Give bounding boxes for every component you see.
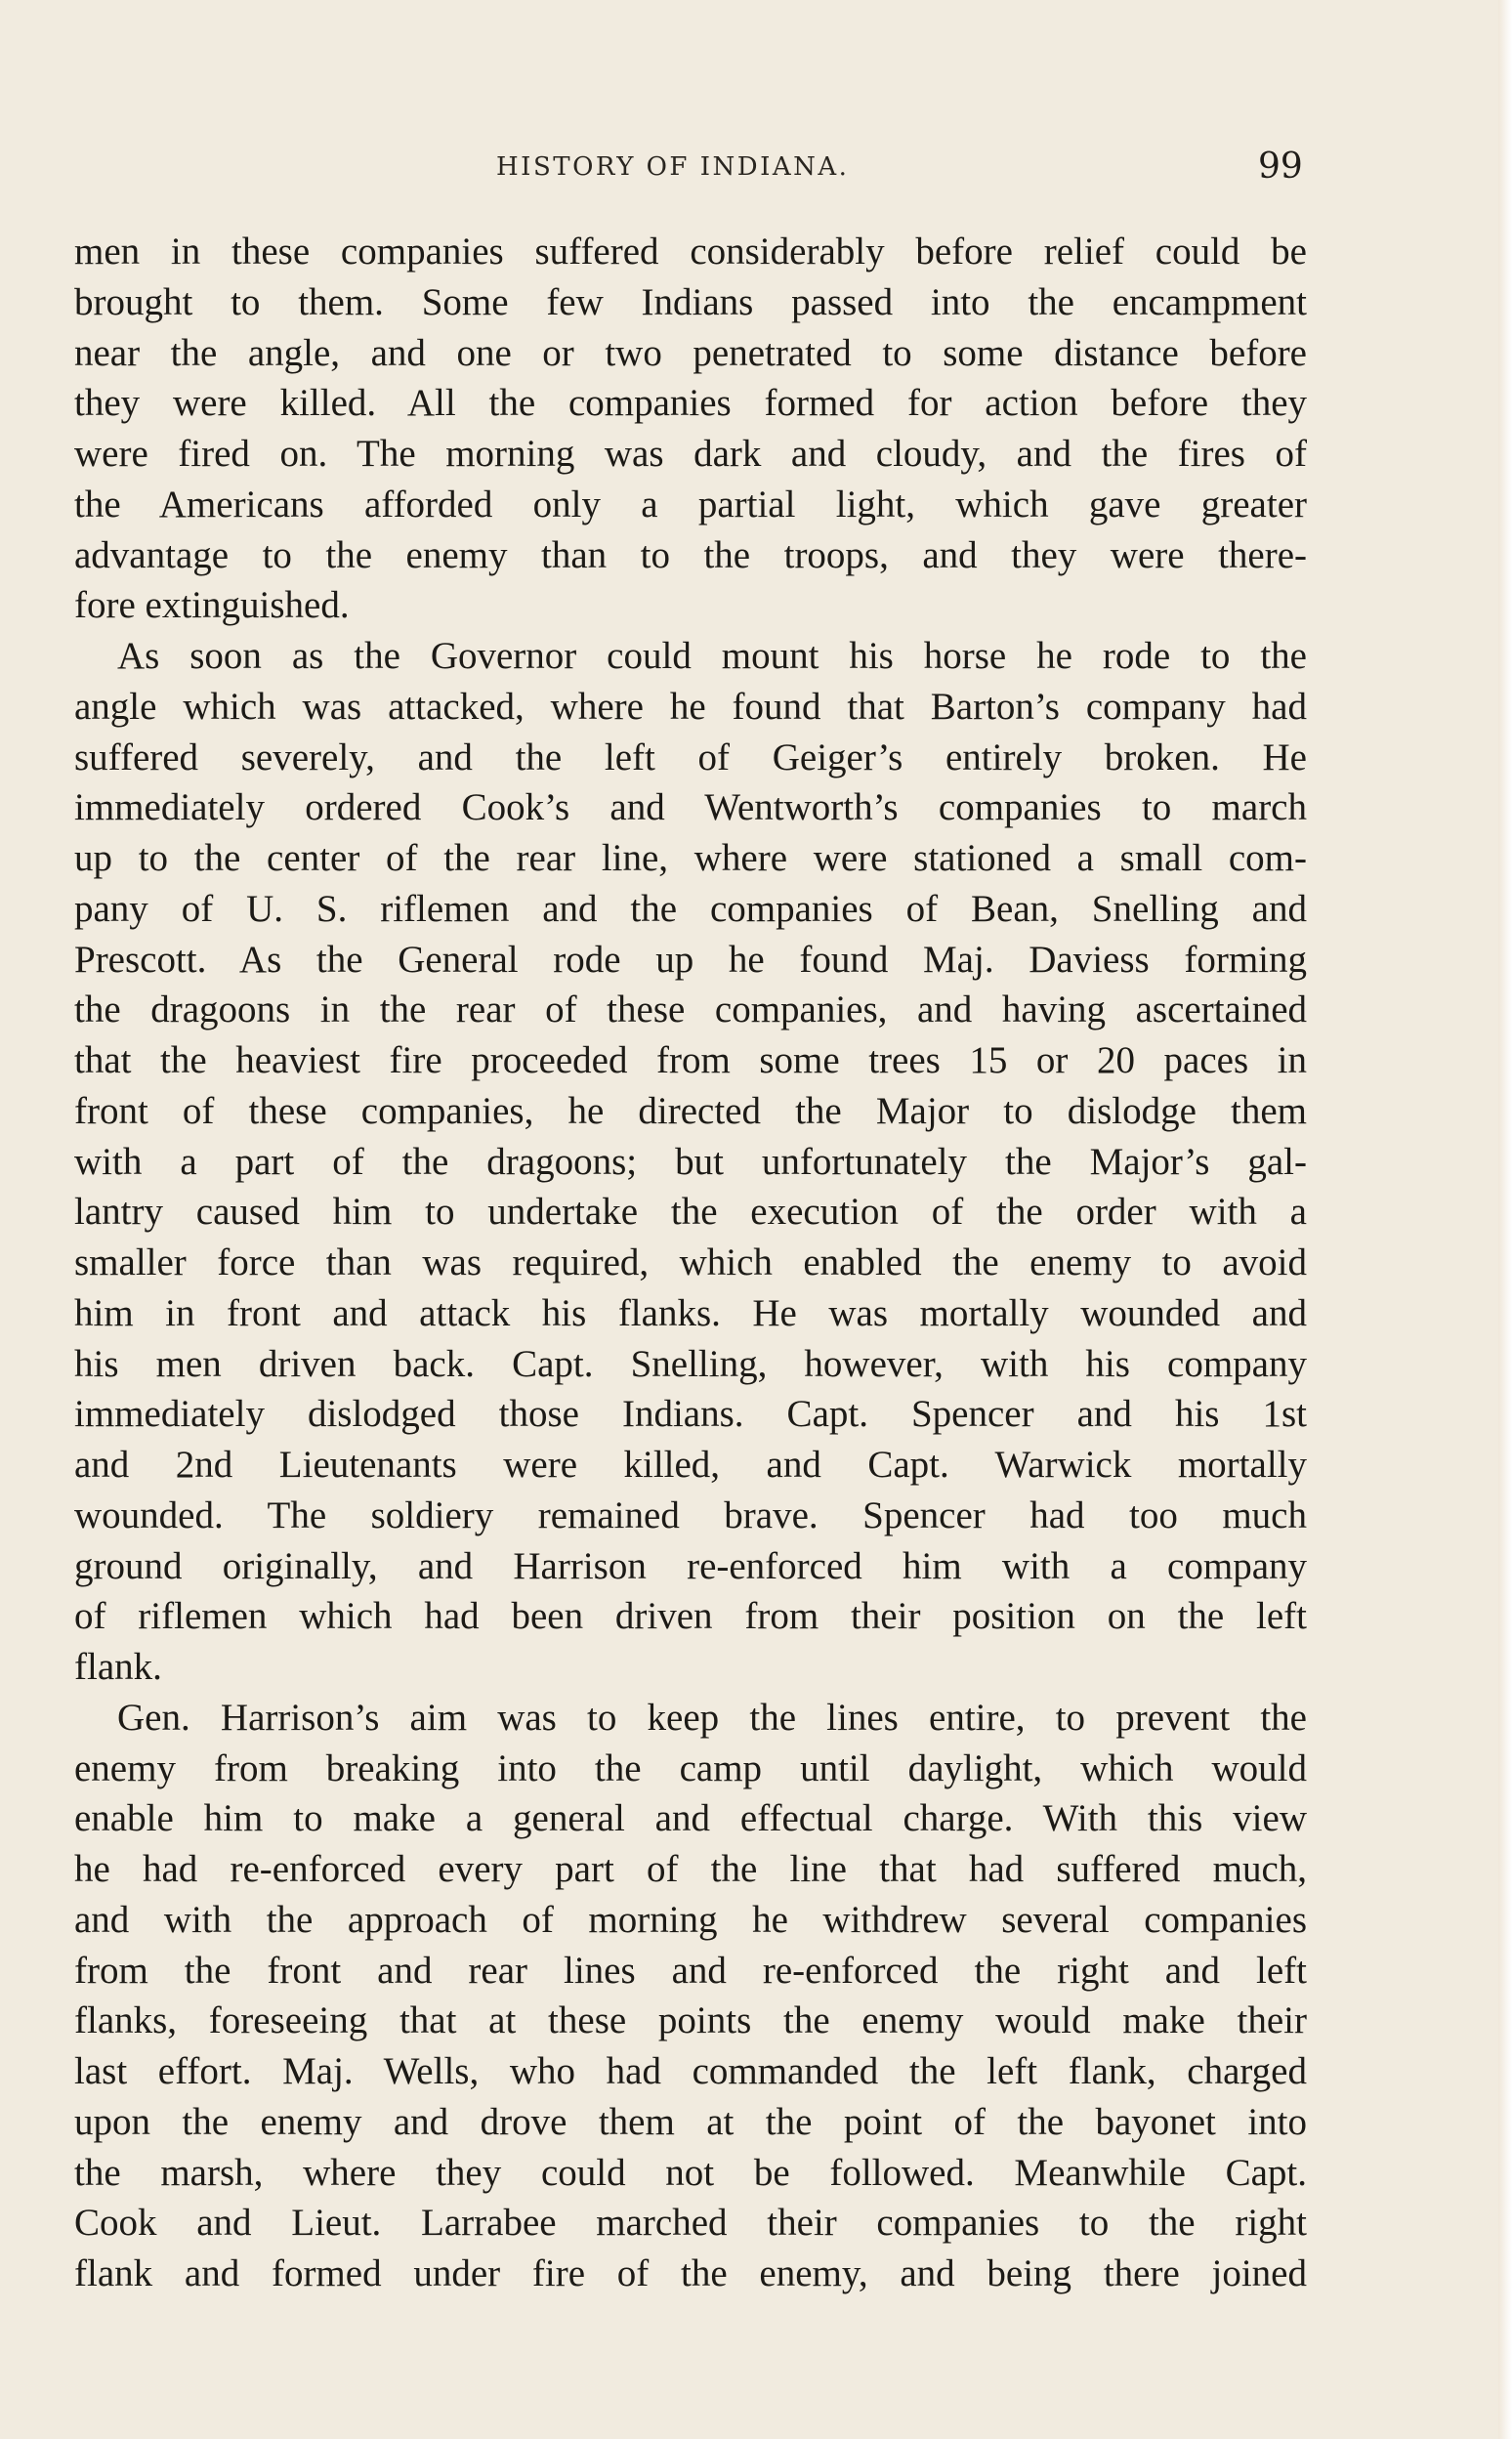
page-number: 99 bbox=[1258, 147, 1303, 187]
text-line: front of these companies, he directed the Major to dislodge them bbox=[74, 1089, 1307, 1132]
text-line: that the heaviest fire proceeded from some trees 15 or 20 paces in bbox=[74, 1039, 1307, 1081]
text-line: pany of U. S. riflemen and the companies of Bean, Snelling and bbox=[74, 887, 1307, 930]
paragraph-3 bbox=[74, 1693, 1307, 2299]
text-line: flanks, foreseeing that at these points the enemy would make their bbox=[74, 1999, 1307, 2042]
text-line: of riflemen which had been driven from their position on the left bbox=[74, 1595, 1307, 1638]
text-line: from the front and rear lines and re-enforced the right and left bbox=[74, 1949, 1307, 1992]
text-line: angle which was attacked, where he found that Barton’s company had bbox=[74, 685, 1307, 728]
text-line: wounded. The soldiery remained brave. Spencer had too much bbox=[74, 1493, 1307, 1536]
text-line: immediately ordered Cook’s and Wentworth’s companies to march bbox=[74, 786, 1307, 829]
text-line: were fired on. The morning was dark and cloudy, and the fires of bbox=[74, 433, 1307, 475]
text-line: Cook and Lieut. Larrabee marched their companies to the right bbox=[74, 2202, 1307, 2245]
text-line: lantry caused him to undertake the execution of the order with a bbox=[74, 1191, 1307, 1234]
text-line: with a part of the dragoons; but unfortunately the Major’s gal- bbox=[74, 1140, 1307, 1183]
text-line: last effort. Maj. Wells, who had commanded the left flank, charged bbox=[74, 2050, 1307, 2092]
text-line: advantage to the enemy than to the troops, and they were there- bbox=[74, 533, 1307, 576]
text-line: fore extinguished. bbox=[74, 584, 350, 627]
text-line: they were killed. All the companies formed for action before they bbox=[74, 382, 1307, 425]
page-edge bbox=[1498, 0, 1512, 2439]
text-line: and 2nd Lieutenants were killed, and Capt. Warwick mortally bbox=[74, 1444, 1307, 1486]
text-line: suffered severely, and the left of Geiger’s entirely broken. He bbox=[74, 736, 1307, 778]
text-line: his men driven back. Capt. Snelling, however, with his company bbox=[74, 1342, 1307, 1385]
text-line: enable him to make a general and effectual charge. With this view bbox=[74, 1797, 1307, 1840]
text-line: enemy from breaking into the camp until daylight, which would bbox=[74, 1746, 1307, 1789]
text-line: he had re-enforced every part of the line that had suffered much, bbox=[74, 1848, 1307, 1890]
text-line: up to the center of the rear line, where were stationed a small com- bbox=[74, 837, 1307, 879]
text-line: flank and formed under fire of the enemy, and being there joined bbox=[74, 2252, 1307, 2294]
text-line: Gen. Harrison’s aim was to keep the lines entire, to prevent the bbox=[117, 1696, 1307, 1739]
paragraph-2 bbox=[74, 631, 1307, 1693]
running-head bbox=[0, 147, 1512, 195]
text-line: men in these companies suffered considerably before relief could be bbox=[74, 231, 1307, 273]
text-line: brought to them. Some few Indians passed into the encampment bbox=[74, 280, 1307, 323]
text-line: the dragoons in the rear of these companies, and having ascertained bbox=[74, 988, 1307, 1031]
text-line: upon the enemy and drove them at the point of the bayonet into bbox=[74, 2100, 1307, 2143]
text-line: immediately dislodged those Indians. Capt. Spencer and his 1st bbox=[74, 1393, 1307, 1436]
text-line: flank. bbox=[74, 1646, 162, 1688]
text-line: smaller force than was required, which enabled the enemy to avoid bbox=[74, 1241, 1307, 1283]
text-line: the marsh, where they could not be followed. Meanwhile Capt. bbox=[74, 2151, 1307, 2194]
text-line: Prescott. As the General rode up he found Maj. Daviess forming bbox=[74, 938, 1307, 981]
text-line: near the angle, and one or two penetrated to some distance before bbox=[74, 331, 1307, 374]
paragraph-1 bbox=[74, 227, 1307, 631]
text-line: As soon as the Governor could mount his horse he rode to the bbox=[117, 635, 1307, 677]
running-title: HISTORY OF INDIANA. bbox=[496, 152, 850, 182]
text-line: and with the approach of morning he withdrew several companies bbox=[74, 1898, 1307, 1941]
text-line: the Americans afforded only a partial light, which gave greater bbox=[74, 483, 1307, 526]
text-line: him in front and attack his flanks. He was mortally wounded and bbox=[74, 1291, 1307, 1334]
body-text bbox=[74, 227, 1307, 2299]
text-line: ground originally, and Harrison re-enforced him with a company bbox=[74, 1544, 1307, 1587]
